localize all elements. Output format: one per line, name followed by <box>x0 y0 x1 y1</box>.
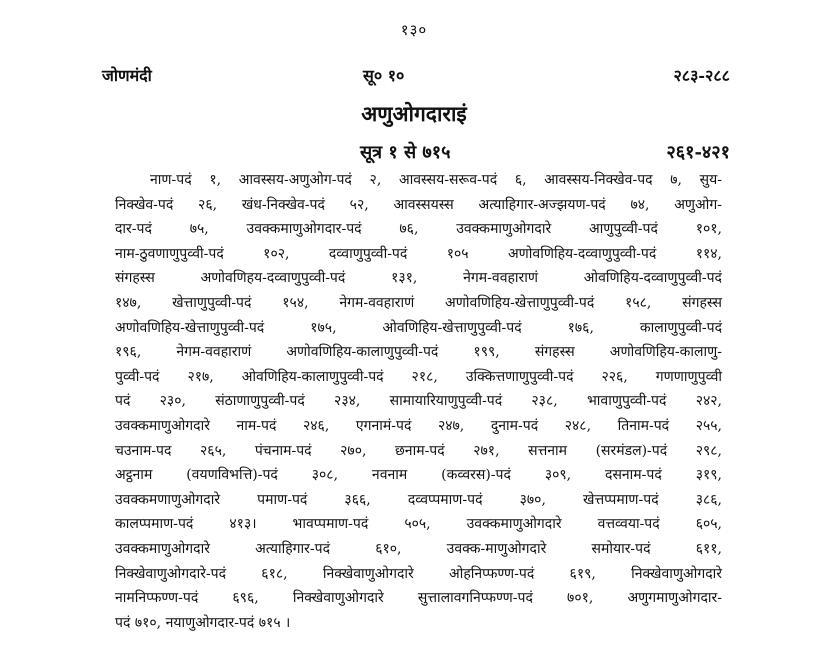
body-line: निक्खेव-पदं २६, खंध-निक्खेव-पदं ५२, आवस्सयस्स अत्याहिगार-अज्झयण-पदं ७४, अणुओग- <box>115 196 722 213</box>
running-head-right: २८३-२८८ <box>673 66 730 85</box>
body-line: पुव्वी-पदं २१७, ओवणिहिय-कालाणुपुव्वी-पदं २१८, उक्कित्तणाणुपुव्वी-पदं २२६, गणणाणुपुव्वी <box>115 368 722 385</box>
body-line: १४७, खेत्ताणुपुव्वी-पदं १५४, नेगम-ववहाराणं अणोवणिहिय-खेत्ताणुपुव्वी-पदं १५८, संगहस्स <box>115 294 722 311</box>
body-line: अणोवणिहिय-खेत्ताणुपुव्वी-पदं १७५, ओवणिहिय-खेत्ताणुपुव्वी-पदं १७६, कालाणुपुव्वी-पदं <box>115 319 722 336</box>
body-line: उवक्कमाणुओगदारे अत्याहिगार-पदं ६१०, उवक्क-माणुओगदारे समोयार-पदं ६११, <box>115 540 722 557</box>
body-text <box>115 168 722 635</box>
body-line: १९६, नेगम-ववहाराणं अणोवणिहिय-कालाणुपुव्वी-पदं १९९, संगहस्स अणोवणिहिय-कालाणु- <box>115 344 722 361</box>
body-line: उवक्कमाणुओगदारे नाम-पदं २४६, एगनामं-पदं २४७, दुनाम-पदं २४८, तिनाम-पदं २५५, <box>115 417 722 434</box>
body-line: नामनिप्फण्ण-पदं ६९६, निक्खेवाणुओगदारे सुत्तालावगनिप्फण्ण-पदं ७०१, अणुगमाणुओगदार- <box>115 590 722 607</box>
section-title: अणुओगदाराइं <box>361 101 467 126</box>
sutra-range: सूत्र १ से ७१५ <box>360 142 451 163</box>
running-head-center: सू० १० <box>363 66 405 85</box>
body-line: अट्ठनाम (वयणविभत्ति)-पदं ३०८, नवनाम (कव्वरस)-पदं ३०९, दसनाम-पदं ३१९, <box>115 467 722 484</box>
body-line: नाम-ठुवणाणुपुव्वी-पदं १०२, दव्वाणुपुव्वी-पदं १०५ अणोवणिहिय-दव्वाणुपुव्वी-पदं ११४, <box>115 245 722 262</box>
page-number: १३० <box>400 21 428 39</box>
body-line: संगहस्स अणोवणिहय-दव्वाणुपुव्वी-पदं १३१, नेगम-ववहाराणं ओवणिहिय-दव्वाणुपुव्वी-पदं <box>115 270 722 287</box>
running-head-left: जोणमंदी <box>102 66 152 85</box>
body-line: चउनाम-पद २६५, पंचनाम-पदं २७०, छनाम-पदं २७१, सत्तनाम (सरमंडल)-पदं २९८, <box>115 442 722 459</box>
body-line: नाण-पदं १, आवस्सय-अणुओग-पदं २, आवस्सय-सरूव-पदं ६, आवस्सय-निक्खेव-पद ७, सुय- <box>150 172 722 188</box>
body-line: उवक्कमणाणुओगदारे पमाण-पदं ३६६, दव्वप्पमाण-पदं ३७०, खेत्तप्पमाण-पदं ३८६, <box>115 491 722 508</box>
body-line: दार-पदं ७५, उवक्कमाणुओगदार-पदं ७६, उवक्कमाणुओगदारे आणुपुव्वी-पदं १०१, <box>115 221 722 238</box>
body-line: पदं २३०, संठाणाणुपुव्वी-पदं २३४, सामायारियाणुपुव्वी-पदं २३८, भावाणुपुव्वी-पदं २४२, <box>115 393 722 410</box>
body-line: निक्खेवाणुओगदारे-पदं ६१८, निक्खेवाणुओगदारे ओहनिप्फण्ण-पदं ६१९, निक्खेवाणुओगदारे <box>115 565 722 582</box>
body-line: पदं ७१०, नयाणुओगदार-पदं ७१५ । <box>115 614 291 631</box>
sutra-pages: २६१-४२१ <box>666 142 730 163</box>
body-line: कालप्पमाण-पदं ४१३। भावप्पमाण-पदं ५०५, उवक्कमाणुओगदारे वत्तव्वया-पदं ६०५, <box>115 516 722 533</box>
